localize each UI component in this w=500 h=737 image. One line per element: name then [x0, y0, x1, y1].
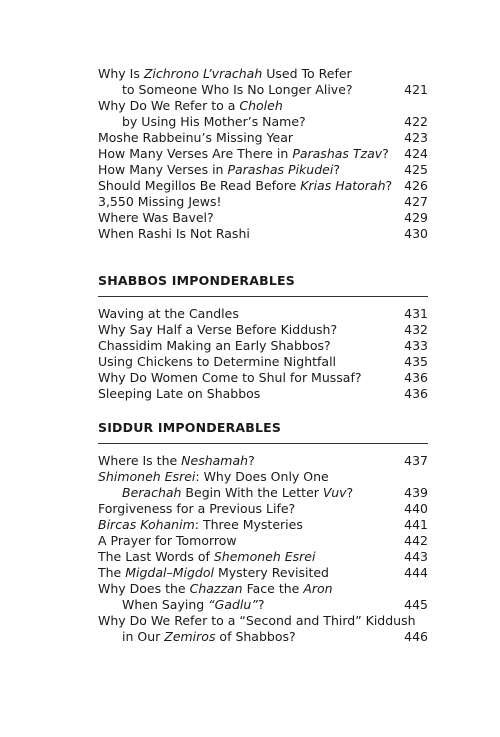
- title-text: A Prayer for Tomorrow: [98, 533, 237, 548]
- toc-entry: [98, 354, 428, 370]
- title-text: ?: [346, 485, 354, 500]
- page-number: 425: [404, 162, 428, 177]
- toc-entry-title-line: [98, 597, 428, 613]
- title-text: Forgiveness for a Previous Life?: [98, 501, 296, 516]
- toc-section-shabbos: [98, 273, 428, 402]
- italic-term: Zemiros: [164, 629, 216, 644]
- title-text: Where Was Bavel?: [98, 210, 214, 225]
- title-text: Used To Refer: [262, 66, 352, 81]
- toc-entry-title-line: [98, 178, 428, 194]
- italic-term: Aron: [303, 581, 333, 596]
- title-text: Mystery Revisited: [214, 565, 329, 580]
- toc-entry: [98, 565, 428, 581]
- toc-entry-title-line: [98, 66, 428, 82]
- page-number: 427: [404, 194, 428, 209]
- title-text: How Many Verses in: [98, 162, 228, 177]
- toc-entry-title-line: [98, 114, 428, 130]
- toc-entry: [98, 322, 428, 338]
- page-number: 433: [404, 338, 428, 353]
- italic-term: Berachah: [122, 485, 182, 500]
- title-text: to Someone Who Is No Longer Alive?: [122, 82, 353, 97]
- italic-term: Shemoneh Esrei: [213, 549, 316, 564]
- toc-entry-title-line: [98, 485, 428, 501]
- title-text: Waving at the Candles: [98, 306, 239, 321]
- page-number: 442: [404, 533, 428, 548]
- title-text: ?: [248, 453, 255, 468]
- toc-entry: [98, 146, 428, 162]
- italic-term: Migdal–Migdol: [125, 565, 214, 580]
- title-text: Where Is the: [98, 453, 182, 468]
- page-number: 432: [404, 322, 428, 337]
- toc-entry: [98, 517, 428, 533]
- title-text: Should Megillos Be Read Before: [98, 178, 301, 193]
- toc-entry-title-line: [98, 338, 428, 354]
- page-number: 445: [404, 597, 428, 612]
- title-text: ?: [385, 178, 393, 193]
- toc-entry-title-line: [98, 82, 428, 98]
- title-text: ?: [382, 146, 389, 161]
- title-text: Why Does the: [98, 581, 190, 596]
- title-text: When Rashi Is Not Rashi: [98, 226, 250, 241]
- toc-entry-title-line: [98, 130, 428, 146]
- title-text: The Last Words of: [98, 549, 214, 564]
- italic-term: Neshamah: [181, 453, 249, 468]
- toc-section-continued: [98, 66, 428, 242]
- italic-term: Zichrono L’vrachah: [143, 66, 263, 81]
- toc-entry-title-line: [98, 370, 428, 386]
- toc-entry: [98, 178, 428, 194]
- page-number: 443: [404, 549, 428, 564]
- toc-entry: [98, 306, 428, 322]
- toc-entry-title-line: [98, 386, 428, 402]
- toc-entry: [98, 210, 428, 226]
- title-text: Why Say Half a Verse Before Kiddush?: [98, 322, 338, 337]
- title-text: Why Is: [98, 66, 144, 81]
- toc-entry-title-line: [98, 306, 428, 322]
- page-number: 444: [404, 565, 428, 580]
- page-number: 437: [404, 453, 428, 468]
- title-text: : Three Mysteries: [194, 517, 303, 532]
- toc-entry: [98, 226, 428, 242]
- toc-entry-title-line: [98, 210, 428, 226]
- toc-entry-title-line: [98, 146, 428, 162]
- toc-entry: [98, 162, 428, 178]
- title-text: by Using His Mother’s Name?: [122, 114, 306, 129]
- toc-entry-title-line: [98, 565, 428, 581]
- italic-term: Krias Hatorah: [300, 178, 386, 193]
- title-text: How Many Verses Are There in: [98, 146, 293, 161]
- toc-entry: [98, 549, 428, 565]
- title-text: of Shabbos?: [215, 629, 296, 644]
- title-text: The: [98, 565, 126, 580]
- page-number: 431: [404, 306, 428, 321]
- toc-entry: [98, 533, 428, 549]
- title-text: in Our: [122, 629, 165, 644]
- title-text: When Saying: [122, 597, 209, 612]
- toc-entry-title-line: [98, 517, 428, 533]
- toc-entry: [98, 370, 428, 386]
- italic-term: Vuv: [322, 485, 347, 500]
- toc-entry-title-line: [98, 194, 428, 210]
- page-number: 446: [404, 629, 428, 644]
- toc-entry: [98, 613, 428, 645]
- title-text: Chassidim Making an Early Shabbos?: [98, 338, 331, 353]
- toc-entry: [98, 194, 428, 210]
- title-text: 3,550 Missing Jews!: [98, 194, 222, 209]
- toc-entry-title-line: [98, 581, 428, 597]
- page-number: 421: [404, 82, 428, 97]
- toc-entry-title-line: [98, 98, 428, 114]
- toc-entry: [98, 66, 428, 98]
- italic-term: “Gadlu”: [208, 597, 258, 612]
- toc-entry-title-line: [98, 613, 428, 629]
- page-number: 435: [404, 354, 428, 369]
- title-text: ?: [257, 597, 265, 612]
- italic-term: Chazzan: [189, 581, 243, 596]
- page-number: 423: [404, 130, 428, 145]
- title-text: Face the: [242, 581, 304, 596]
- page-number: 440: [404, 501, 428, 516]
- title-text: Using Chickens to Determine Nightfall: [98, 354, 337, 369]
- toc-entry: [98, 130, 428, 146]
- italic-term: Bircas Kohanim: [98, 517, 195, 532]
- italic-term: Parashas Pikudei: [227, 162, 334, 177]
- title-text: Why Do Women Come to Shul for Mussaf?: [98, 370, 362, 385]
- toc-entry-title-line: [98, 533, 428, 549]
- toc-entry-title-line: [98, 549, 428, 565]
- toc-entry-title-line: [98, 226, 428, 242]
- toc-entry: [98, 453, 428, 469]
- page-number: 430: [404, 226, 428, 241]
- toc-entry: [98, 581, 428, 613]
- toc-section-siddur: [98, 420, 428, 645]
- title-text: Moshe Rabbeinu’s Missing Year: [98, 130, 293, 145]
- page-number: 426: [404, 178, 428, 193]
- toc-entry: [98, 386, 428, 402]
- toc-entry-title-line: [98, 162, 428, 178]
- page-number: 439: [404, 485, 428, 500]
- page-number: 441: [404, 517, 428, 532]
- toc-entry-title-line: [98, 322, 428, 338]
- title-text: Why Do We Refer to a “Second and Third” Kiddush: [98, 613, 416, 628]
- section-heading: SHABBOS IMPONDERABLES: [98, 273, 428, 297]
- toc-entry: [98, 501, 428, 517]
- section-heading: SIDDUR IMPONDERABLES: [98, 420, 428, 444]
- page-number: 436: [404, 386, 428, 401]
- toc-entry-title-line: [98, 629, 428, 645]
- italic-term: Choleh: [239, 98, 283, 113]
- title-text: ?: [333, 162, 340, 177]
- italic-term: Parashas Tzav: [292, 146, 383, 161]
- toc-entry-title-line: [98, 354, 428, 370]
- italic-term: Shimoneh Esrei: [98, 469, 196, 484]
- toc-entry-title-line: [98, 469, 428, 485]
- page-number: 436: [404, 370, 428, 385]
- toc-entry: [98, 338, 428, 354]
- page-number: 422: [404, 114, 428, 129]
- page-number: 429: [404, 210, 428, 225]
- page-number: 424: [404, 146, 428, 161]
- title-text: Begin With the Letter: [181, 485, 323, 500]
- toc-entry: [98, 469, 428, 501]
- title-text: Sleeping Late on Shabbos: [98, 386, 261, 401]
- title-text: Why Do We Refer to a: [98, 98, 240, 113]
- toc-entry: [98, 98, 428, 130]
- title-text: : Why Does Only One: [195, 469, 329, 484]
- toc-entry-title-line: [98, 453, 428, 469]
- toc-entry-title-line: [98, 501, 428, 517]
